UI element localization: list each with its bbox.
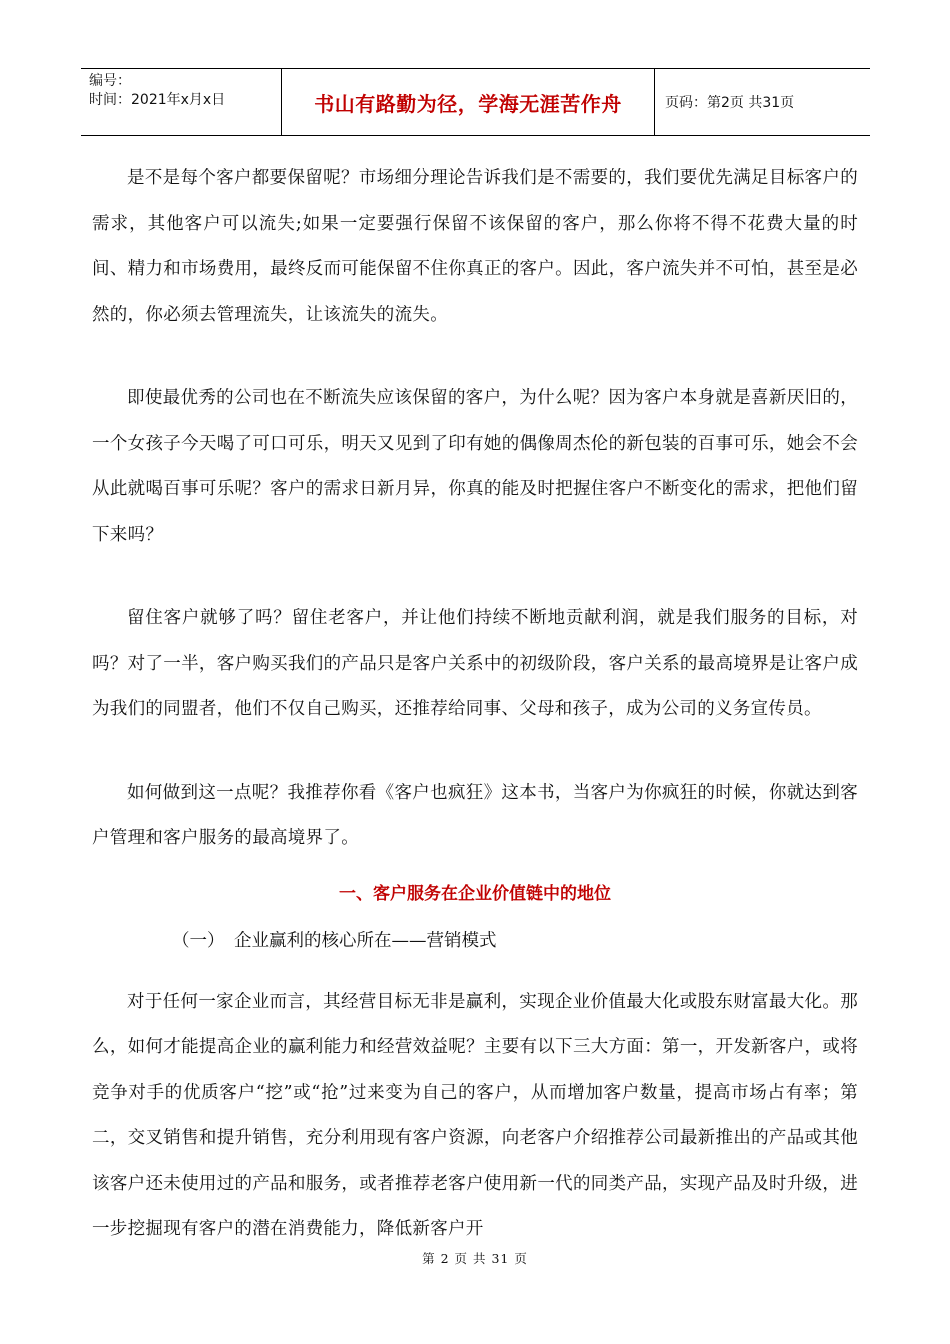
header-page-info: 页码：第2页 共31页 — [665, 95, 795, 111]
document-body — [92, 156, 858, 1253]
subsection-title: 企业赢利的核心所在——营销模式 — [234, 930, 497, 951]
section-title: 一、客户服务在企业价值链中的地位 — [339, 883, 611, 904]
paragraph-5: 对于任何一家企业而言，其经营目标无非是赢利，实现企业价值最大化或股东财富最大化。那么，如何才能提高企业的赢利能力和经营效益呢？主要有以下三大方面：第一，开发新客户，或将竞争对手的优质客户“挖”或“抢”过来变为自己的客户，从而增加客户数量，提高市场占有率；第二，交叉销售和提升销售，充分利用现有客户资源，向老客户介绍推荐公司最新推出的产品或其他该客户还未使用过的产品和服务，或者推荐老客户使用新一代的同类产品，实现产品及时升级，进一步挖掘现有客户的潜在消费能力，降低新客户开 — [92, 991, 858, 1239]
number-label: 编号： — [89, 73, 131, 89]
page-footer: 第 2 页 共 31 页 — [422, 1251, 528, 1266]
header-meta-cell — [81, 69, 282, 135]
document-header — [81, 68, 870, 136]
paragraph-3: 留住客户就够了吗？留住老客户，并让他们持续不断地贡献利润，就是我们服务的目标，对吗？对了一半，客户购买我们的产品只是客户关系中的初级阶段，客户关系的最高境界是让客户成为我们的同盟者，他们不仅自己购买，还推荐给同事、父母和孩子，成为公司的义务宣传员。 — [92, 608, 858, 719]
paragraph-4: 如何做到这一点呢？我推荐你看《客户也疯狂》这本书，当客户为你疯狂的时候，你就达到客户管理和客户服务的最高境界了。 — [92, 782, 858, 848]
subsection-heading — [92, 926, 858, 956]
time-label: 时间：2021年x月x日 — [89, 92, 226, 108]
paragraph-1: 是不是每个客户都要保留呢？市场细分理论告诉我们是不需要的，我们要优先满足目标客户的需求，其他客户可以流失;如果一定要强行保留不该保留的客户，那么你将不得不花费大量的时间、精力和市场费用，最终反而可能保留不住你真正的客户。因此，客户流失并不可怕，甚至是必然的，你必须去管理流失，让该流失的流失。 — [92, 168, 858, 325]
header-motto: 书山有路勤为径，学海无涯苦作舟 — [282, 69, 655, 135]
paragraph-2: 即使最优秀的公司也在不断流失应该保留的客户，为什么呢？因为客户本身就是喜新厌旧的，一个女孩子今天喝了可口可乐，明天又见到了印有她的偶像周杰伦的新包装的百事可乐，她会不会从此就喝百事可乐呢？客户的需求日新月异，你真的能及时把握住客户不断变化的需求，把他们留下来吗？ — [92, 388, 858, 545]
subsection-number: （一） — [172, 930, 225, 951]
